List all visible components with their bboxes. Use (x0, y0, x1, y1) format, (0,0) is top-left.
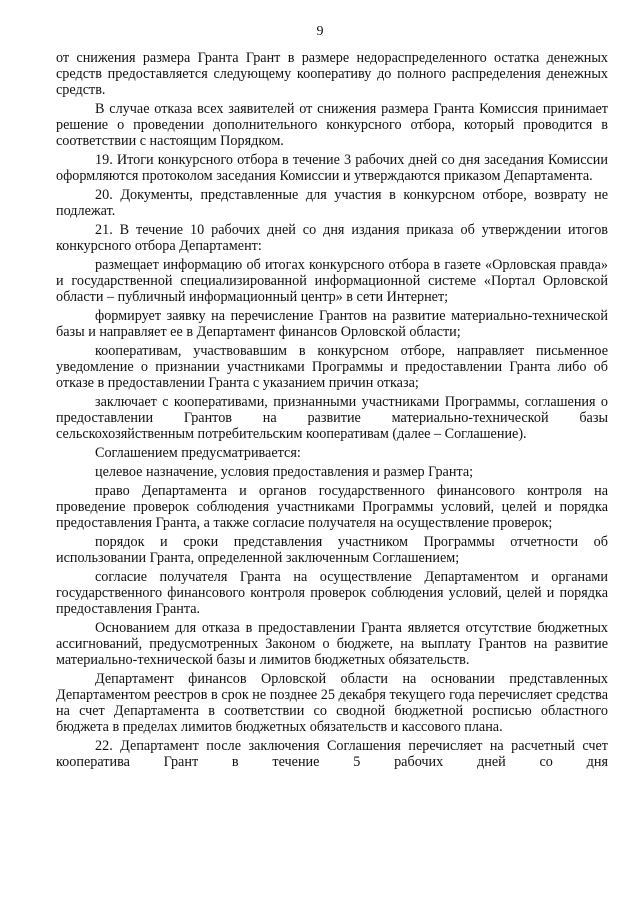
paragraph-reporting: порядок и сроки представления участником Программы отчетности об использовании Гранта, определенной заключенным Соглашением; (56, 534, 608, 566)
paragraph-continuation: от снижения размера Гранта Грант в размере недораспределенного остатка денежных средств предоставляется следующему кооперативу до полного распределения денежных средств. (56, 50, 608, 98)
paragraph-refusal-grounds: Основанием для отказа в предоставлении Гранта является отсутствие бюджетных ассигнований, предусмотренных Законом о бюджете, на выплату Грантов на развитие материально-технической базы и лимитов бюджетных обязательств. (56, 620, 608, 668)
paragraph-21-request: формирует заявку на перечисление Грантов на развитие материально-технической базы и направляет ее в Департамент финансов Орловской области; (56, 308, 608, 340)
paragraph-21-agreement: заключает с кооперативами, признанными участниками Программы, соглашения о предоставлении Грантов на развитие материально-технической базы сельскохозяйственным потребительским кооперативам (далее – Соглашение). (56, 394, 608, 442)
paragraph-finance-dept: Департамент финансов Орловской области на основании представленных Департаментом реестров в срок не позднее 25 декабря текущего года перечисляет средства на счет Департамента в соответствии со сводной бюджетной росписью областного бюджета в пределах лимитов бюджетных обязательств и кассового плана. (56, 671, 608, 735)
paragraph-21-publish: размещает информацию об итогах конкурсного отбора в газете «Орловская правда» и государственной специализированной информационной системе «Портал Орловской области – публичный информационный центр» в сети Интернет; (56, 257, 608, 305)
paragraph-21: 21. В течение 10 рабочих дней со дня издания приказа об утверждении итогов конкурсного отбора Департамент: (56, 222, 608, 254)
paragraph-refusal: В случае отказа всех заявителей от снижения размера Гранта Комиссия принимает решение о проведении дополнительного конкурсного отбора, который проводится в соответствии с настоящим Порядком. (56, 101, 608, 149)
paragraph-22: 22. Департамент после заключения Соглашения перечисляет на расчетный счет кооператива Грант в течение 5 рабочих дней со дня (56, 738, 608, 770)
document-body (56, 50, 608, 770)
paragraph-21-notify: кооперативам, участвовавшим в конкурсном отборе, направляет письменное уведомление о признании участниками Программы и предоставлении Гранта либо об отказе в предоставлении Гранта с указанием причин отказа; (56, 343, 608, 391)
paragraph-consent: согласие получателя Гранта на осуществление Департаментом и органами государственного финансового контроля проверок соблюдения условий, целей и порядка предоставления Гранта. (56, 569, 608, 617)
paragraph-purpose: целевое назначение, условия предоставления и размер Гранта; (95, 464, 474, 480)
page-number: 9 (316, 24, 324, 39)
paragraph-control-right: право Департамента и органов государственного финансового контроля на проведение проверок соблюдения участниками Программы условий, целей и порядка предоставления Гранта, а также согласие получателя на осуществление проверок; (56, 483, 608, 531)
paragraph-agreement-provides: Соглашением предусматривается: (95, 445, 301, 461)
paragraph-20: 20. Документы, представленные для участия в конкурсном отборе, возврату не подлежат. (56, 187, 608, 219)
paragraph-19: 19. Итоги конкурсного отбора в течение 3 рабочих дней со дня заседания Комиссии оформляются протоколом заседания Комиссии и утверждаются приказом Департамента. (56, 152, 608, 184)
